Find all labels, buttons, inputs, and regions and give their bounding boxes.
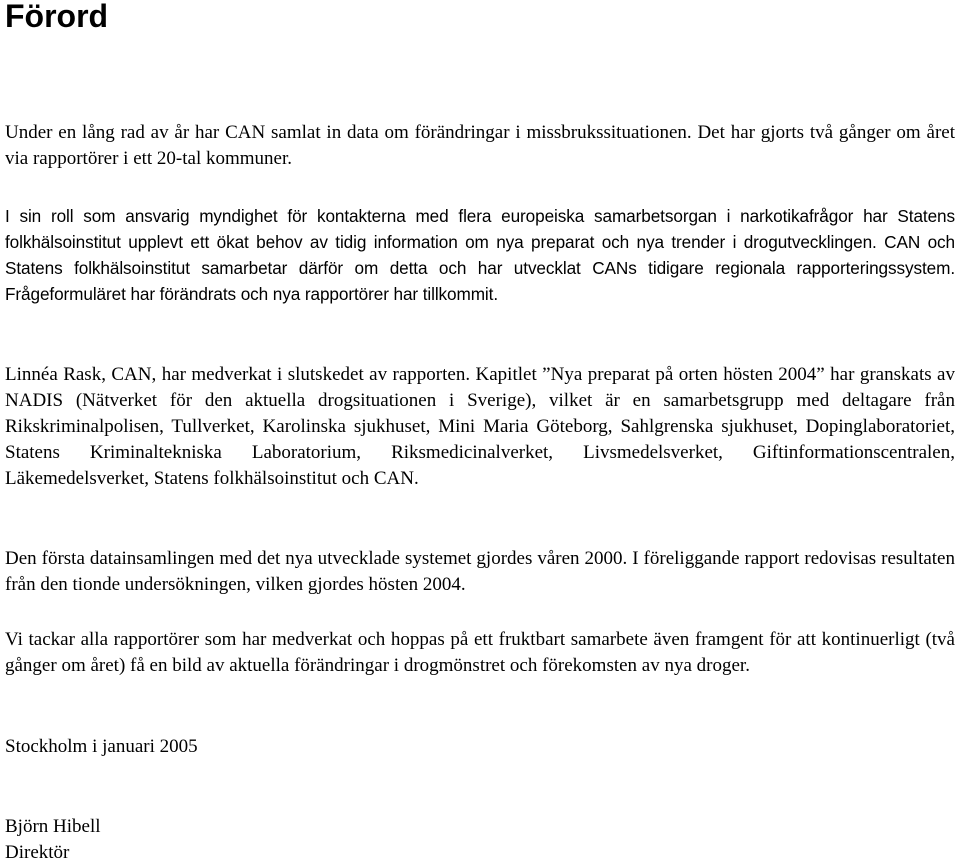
- signature-role: Direktör: [5, 842, 70, 863]
- signature-name: Björn Hibell: [5, 816, 101, 837]
- paragraph-thanks: Vi tackar alla rapportörer som har medverkat och hoppas på ett fruktbart samarbete även framgent för att kontinuerligt (två gånger om året) få en bild av aktuella förändringar i drogmönstret och förekomsten av nya droger.: [5, 629, 955, 676]
- paragraph-intro: Under en lång rad av år har CAN samlat in data om förändringar i missbrukssituationen. Det har gjorts två gånger om året via rapportörer i ett 20-tal kommuner.: [5, 122, 955, 169]
- page-title: Förord: [5, 0, 109, 34]
- paragraph-contributors: Linnéa Rask, CAN, har medverkat i slutskedet av rapporten. Kapitlet ”Nya preparat på orten hösten 2004” har granskats av NADIS (Nätverket för den aktuella drogsituationen i Sverige), vilket är en samarbetsgrupp med deltagare från Rikskriminalpolisen, Tullverket, Karolinska sjukhuset, Mini Maria Göteborg, Sahlgrenska sjukhuset, Dopinglaboratoriet, Statens Kriminaltekniska Laboratorium, Riksmedicinalverket, Livsmedelsverket, Giftinformationscentralen, Läkemedelsverket, Statens folkhälsoinstitut och CAN.: [5, 364, 955, 489]
- paragraph-role: I sin roll som ansvarig myndighet för kontakterna med flera europeiska samarbetsorgan i narkotikafrågor har Statens folkhälsoinstitut upplevt ett ökat behov av tidig information om nya preparat och nya trender i drogutvecklingen. CAN och Statens folkhälsoinstitut samarbetar därför om detta och har utvecklat CANs tidigare regionala rapporteringssystem. Frågeformuläret har förändrats och nya rapportörer har tillkommit.: [5, 206, 955, 304]
- signature-block: [5, 814, 955, 866]
- place-date: Stockholm i januari 2005: [5, 736, 198, 757]
- paragraph-first-collection: Den första datainsamlingen med det nya utvecklade systemet gjordes våren 2000. I föreliggande rapport redovisas resultaten från den tionde undersökningen, vilken gjordes hösten 2004.: [5, 548, 955, 595]
